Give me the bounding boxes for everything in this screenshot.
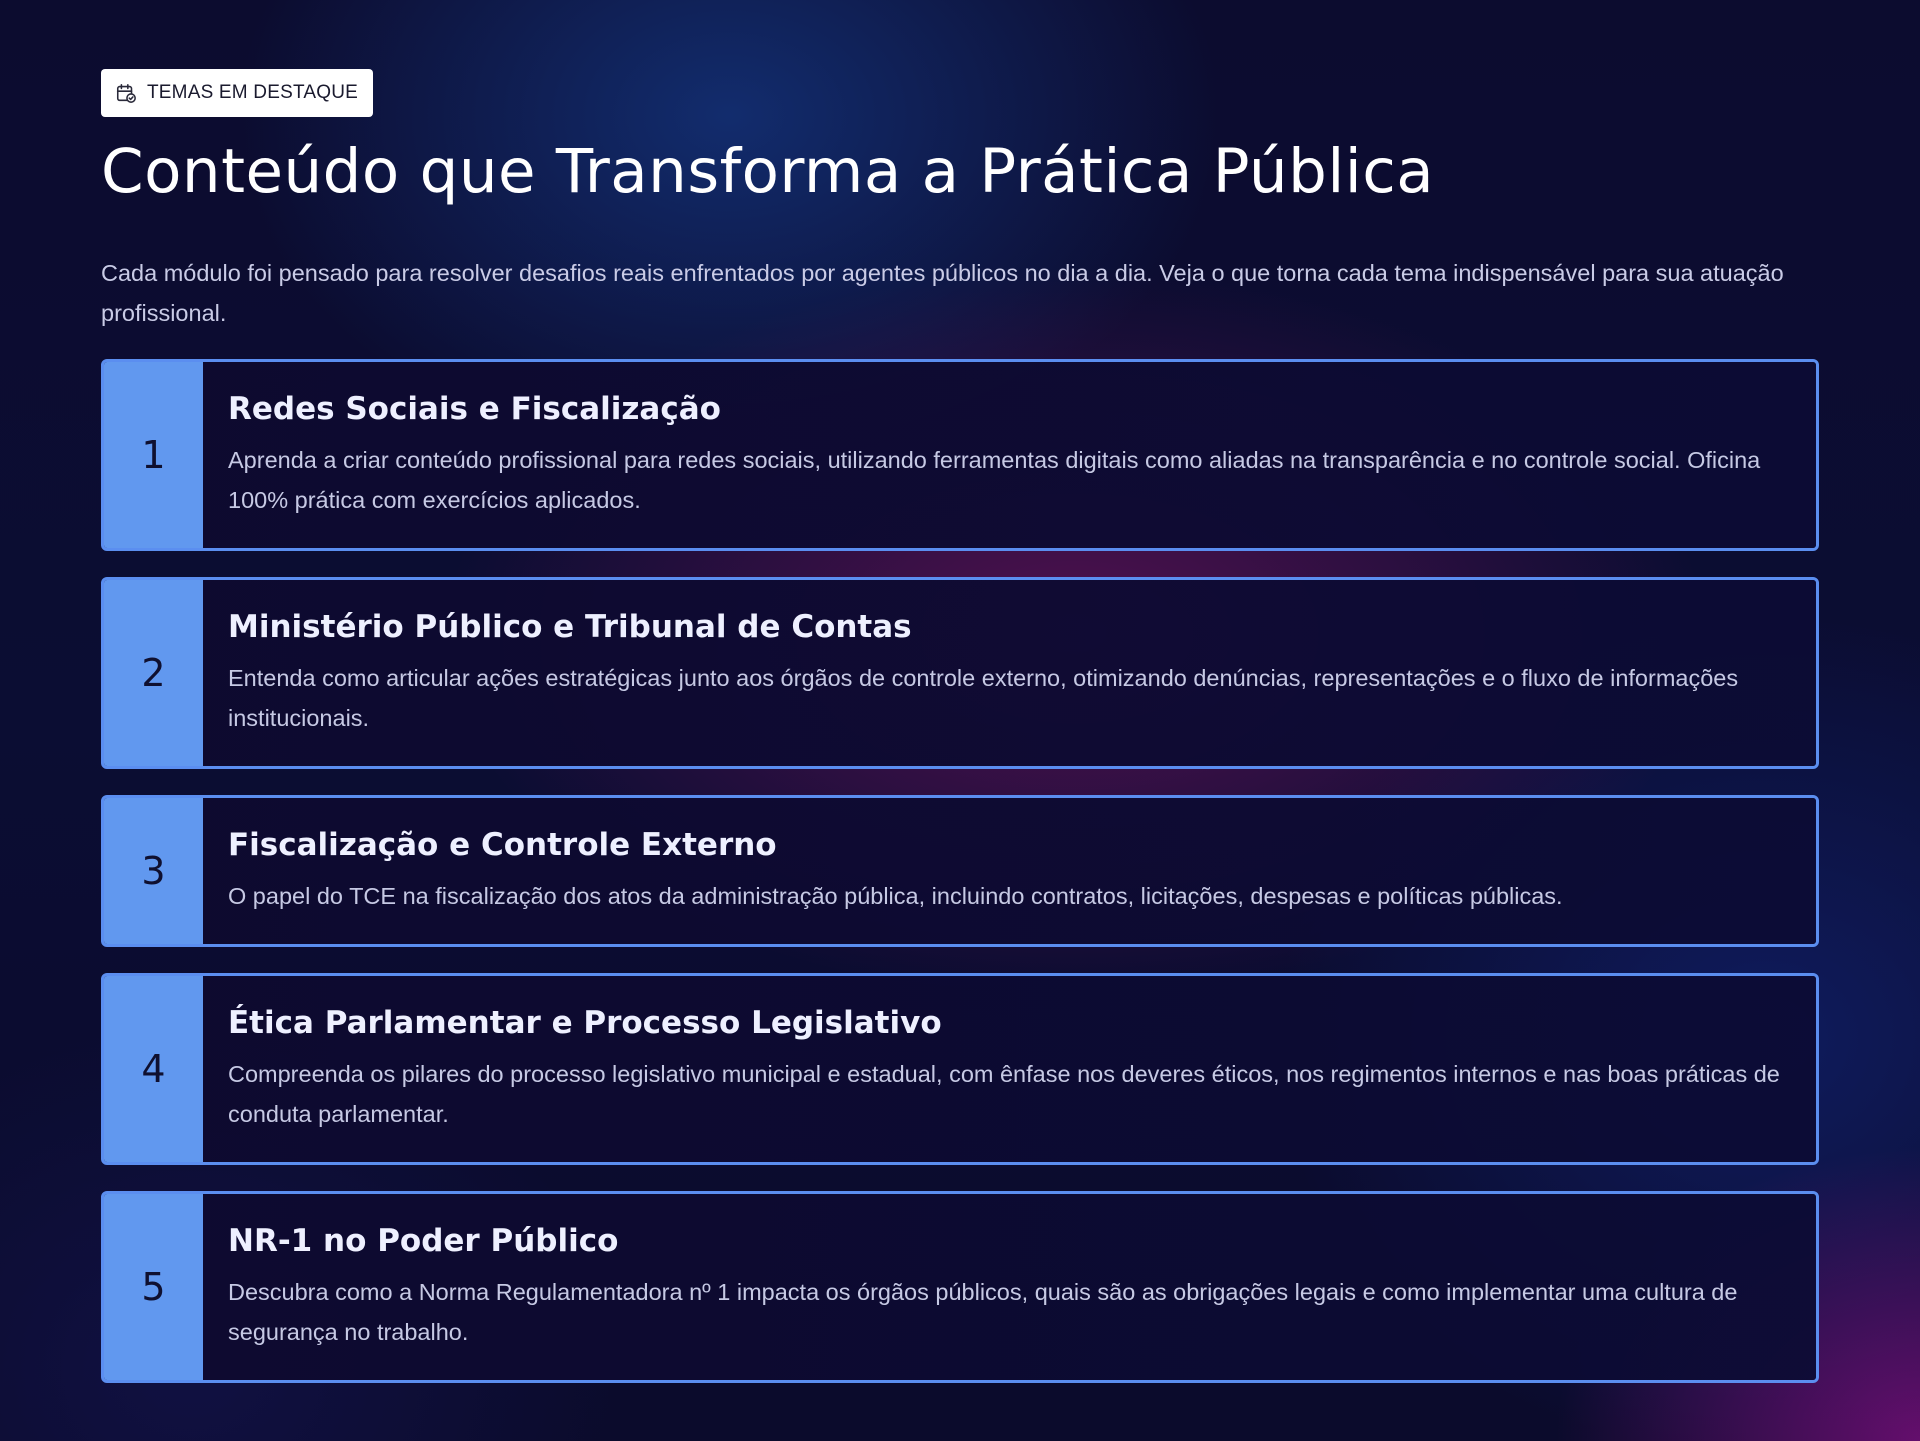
module-description: O papel do TCE na fiscalização dos atos da administração pública, incluindo contratos, licitações, despesas e políticas públicas. bbox=[228, 883, 1563, 909]
module-description: Entenda como articular ações estratégicas junto aos órgãos de controle externo, otimizando denúncias, representações e o fluxo de informações institucionais. bbox=[228, 665, 1739, 731]
module-title: Ministério Público e Tribunal de Contas bbox=[228, 609, 912, 645]
module-title: Ética Parlamentar e Processo Legislativo bbox=[228, 1005, 942, 1041]
module-card-1 bbox=[101, 359, 1819, 551]
section-badge-label: TEMAS EM DESTAQUE bbox=[147, 82, 359, 103]
module-card-3 bbox=[101, 795, 1819, 947]
module-list bbox=[101, 359, 1819, 1383]
module-card-2 bbox=[101, 577, 1819, 769]
module-title: Fiscalização e Controle Externo bbox=[228, 827, 777, 863]
module-card-5 bbox=[101, 1191, 1819, 1383]
module-number-box bbox=[104, 798, 203, 944]
module-number: 2 bbox=[141, 651, 166, 695]
module-description: Aprenda a criar conteúdo profissional para redes sociais, utilizando ferramentas digitais como aliadas na transparência e no controle social. Oficina 100% prática com exercícios aplicados. bbox=[228, 447, 1761, 513]
module-number-box bbox=[104, 1194, 203, 1380]
module-description: Compreenda os pilares do processo legislativo municipal e estadual, com ênfase nos deveres éticos, nos regimentos internos e nas boas práticas de conduta parlamentar. bbox=[228, 1061, 1780, 1127]
module-number-box bbox=[104, 362, 203, 548]
calendar-check-icon bbox=[115, 82, 137, 104]
module-content bbox=[203, 798, 1816, 944]
module-title: NR-1 no Poder Público bbox=[228, 1223, 619, 1259]
module-number: 4 bbox=[141, 1047, 166, 1091]
module-description: Descubra como a Norma Regulamentadora nº 1 impacta os órgãos públicos, quais são as obrigações legais e como implementar uma cultura de segurança no trabalho. bbox=[228, 1279, 1738, 1345]
page-content bbox=[101, 69, 1819, 1383]
module-number: 3 bbox=[141, 849, 166, 893]
section-badge bbox=[101, 69, 373, 117]
module-card-4 bbox=[101, 973, 1819, 1165]
module-content bbox=[203, 580, 1816, 766]
module-number-box bbox=[104, 976, 203, 1162]
page-title: Conteúdo que Transforma a Prática Pública bbox=[101, 136, 1435, 207]
module-number: 5 bbox=[141, 1265, 166, 1309]
module-number-box bbox=[104, 580, 203, 766]
module-number: 1 bbox=[141, 433, 166, 477]
module-content bbox=[203, 362, 1816, 548]
module-content bbox=[203, 976, 1816, 1162]
module-content bbox=[203, 1194, 1816, 1380]
page-intro: Cada módulo foi pensado para resolver desafios reais enfrentados por agentes públicos no dia a dia. Veja o que torna cada tema indispensável para sua atuação profissional. bbox=[101, 260, 1784, 326]
module-title: Redes Sociais e Fiscalização bbox=[228, 391, 721, 427]
